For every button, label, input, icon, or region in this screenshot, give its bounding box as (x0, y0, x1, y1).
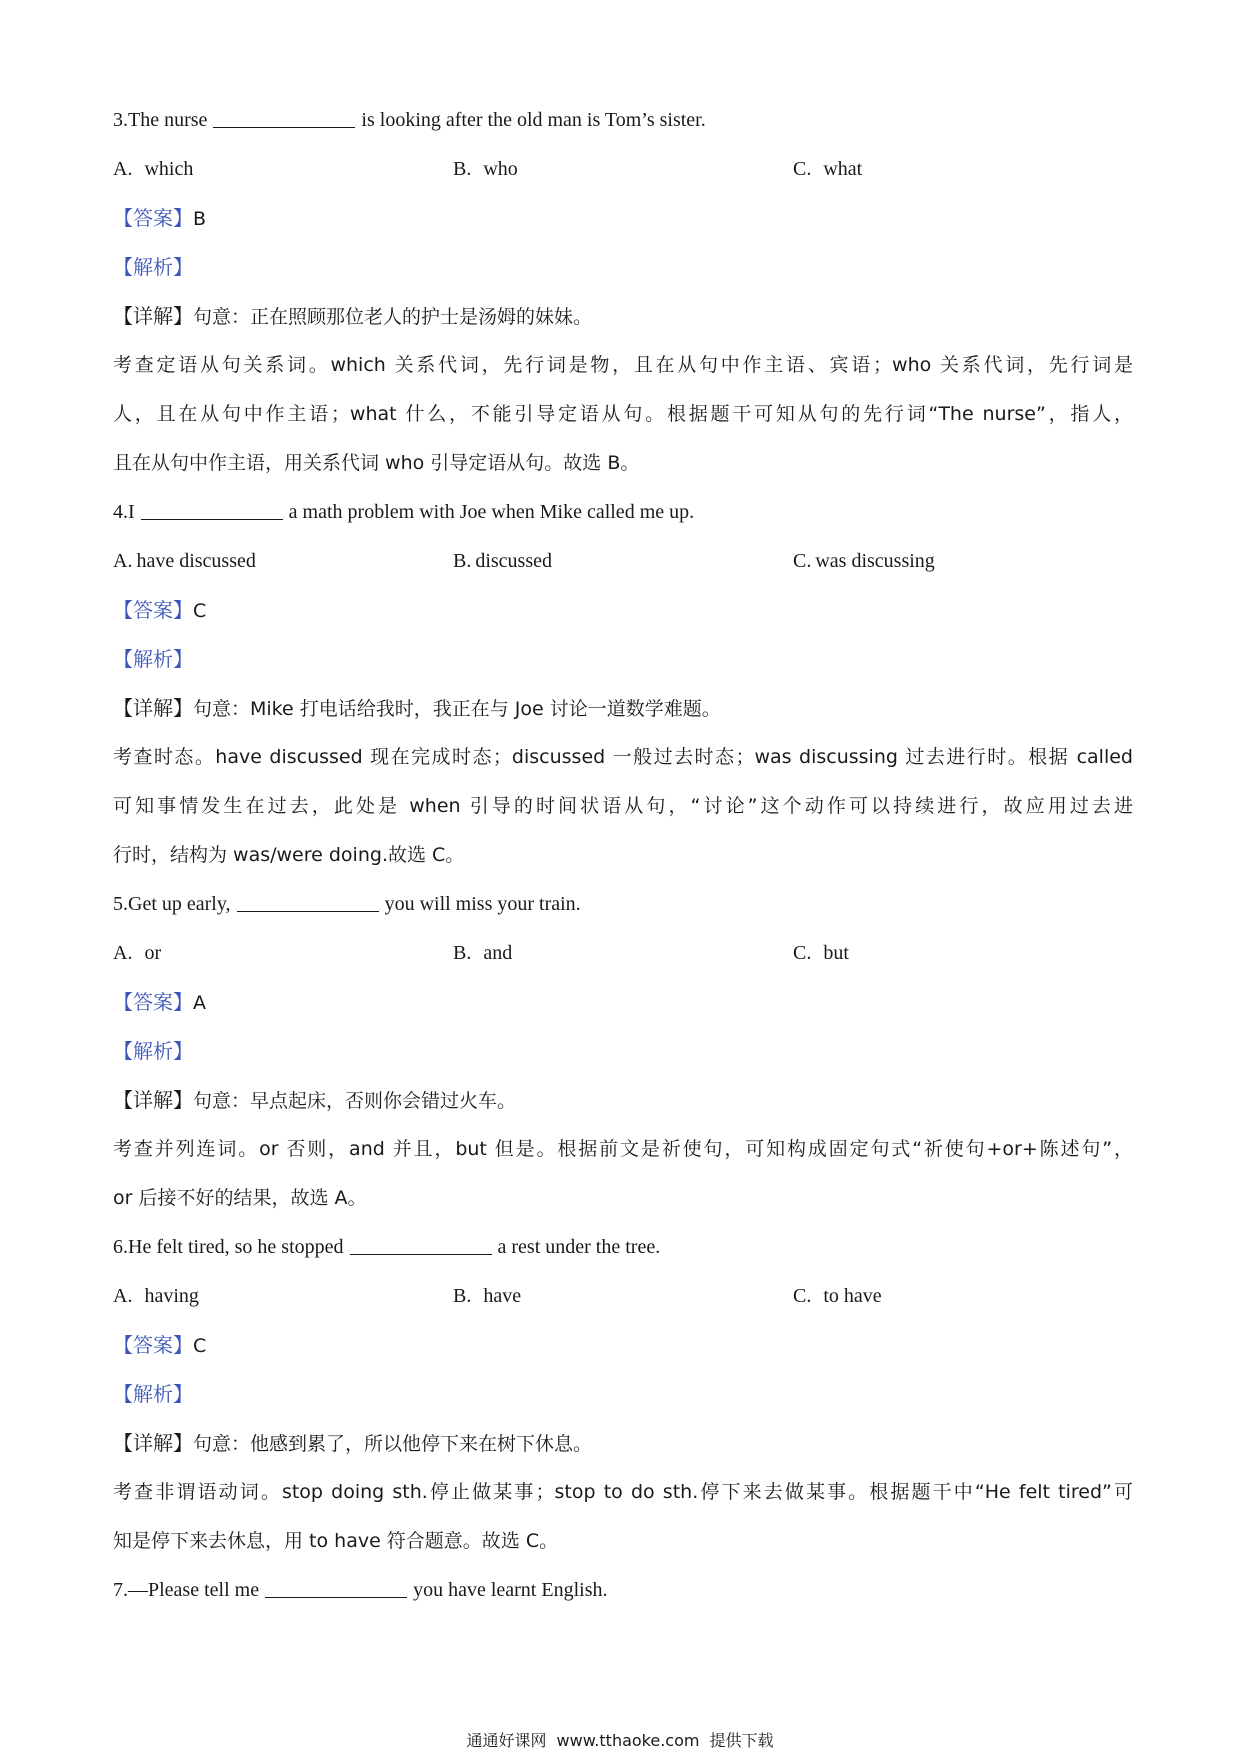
answer-value: B (193, 208, 207, 230)
analysis-tag: 【解析】 (113, 255, 193, 279)
option-b (453, 1272, 793, 1321)
option-a (113, 537, 453, 586)
answer-tag: 【答案】 (113, 598, 193, 622)
answer-line (113, 978, 1133, 1027)
analysis-line (113, 1370, 1133, 1419)
question-stem (113, 1223, 1133, 1272)
analysis-line (113, 1027, 1133, 1076)
option-b (453, 537, 793, 586)
detail-tag: 【详解】 (113, 1431, 193, 1455)
document-page (113, 96, 1133, 1615)
detail-tag: 【详解】 (113, 696, 193, 720)
answer-value: C (193, 600, 207, 622)
question-4 (113, 488, 1133, 880)
explanation-line: 考查并列连词。or 否则，and 并且，but 但是。根据前文是祈使句，可知构成固定句式“祈使句+or+陈述句”， (113, 1138, 1133, 1160)
stem-after: is looking after the old man is Tom’s sister. (361, 109, 706, 131)
answer-line (113, 1321, 1133, 1370)
options-row (113, 1272, 1133, 1321)
stem-before: 7.—Please tell me (113, 1579, 260, 1601)
option-text: who (483, 158, 518, 180)
answer-tag: 【答案】 (113, 990, 193, 1014)
question-3 (113, 96, 1133, 488)
analysis-tag: 【解析】 (113, 1382, 193, 1406)
option-letter: B. (453, 942, 472, 964)
option-a (113, 1272, 453, 1321)
detail-text: 句意：他感到累了，所以他停下来在树下休息。 (193, 1433, 593, 1455)
answer-blank (213, 107, 355, 128)
stem-after: a math problem with Joe when Mike called me up. (288, 501, 695, 523)
explanation-line: 考查定语从句关系词。which 关系代词，先行词是物，且在从句中作主语、宾语；who 关系代词，先行词是 (113, 354, 1133, 376)
option-text: have discussed (136, 550, 256, 572)
option-b (453, 929, 793, 978)
option-letter: A. (113, 942, 133, 964)
answer-blank (265, 1577, 407, 1598)
explanation-line: 行时，结构为 was/were doing.故选 C。 (113, 844, 465, 866)
detail-text: 句意：Mike 打电话给我时，我正在与 Joe 讨论一道数学难题。 (193, 698, 721, 720)
footer-url[interactable]: www.tthaoke.com (556, 1731, 700, 1750)
footer-action: 提供下载 (709, 1731, 774, 1750)
question-stem (113, 96, 1133, 145)
stem-after: you have learnt English. (413, 1579, 608, 1601)
question-stem (113, 1566, 1133, 1615)
answer-value: A (193, 992, 206, 1014)
answer-value: C (193, 1335, 207, 1357)
stem-after: you will miss your train. (384, 893, 581, 915)
answer-blank (237, 891, 379, 912)
option-letter: B. (453, 158, 472, 180)
option-letter: A. (113, 1285, 133, 1307)
question-6 (113, 1223, 1133, 1566)
option-a (113, 145, 453, 194)
option-b (453, 145, 793, 194)
options-row (113, 537, 1133, 586)
stem-before: 4.I (113, 501, 135, 523)
explanation-line: 考查时态。have discussed 现在完成时态；discussed 一般过去时态；was discussing 过去进行时。根据 called (113, 746, 1133, 768)
explanation-line: 且在从句中作主语，用关系代词 who 引导定语从句。故选 B。 (113, 452, 640, 474)
option-letter: C. (793, 158, 812, 180)
question-5 (113, 880, 1133, 1223)
option-text: have (483, 1285, 522, 1307)
option-letter: A. (113, 550, 133, 572)
answer-blank (350, 1234, 492, 1255)
answer-tag: 【答案】 (113, 206, 193, 230)
detail-tag: 【详解】 (113, 1088, 193, 1112)
option-letter: C. (793, 942, 812, 964)
analysis-tag: 【解析】 (113, 1039, 193, 1063)
explanation-line: 可知事情发生在过去，此处是 when 引导的时间状语从句，“讨论”这个动作可以持续进行，故应用过去进 (113, 795, 1133, 817)
option-c (793, 1272, 1133, 1321)
page-footer (0, 1728, 1240, 1751)
detail-line (113, 684, 1133, 733)
answer-blank (141, 499, 283, 520)
stem-after: a rest under the tree. (497, 1236, 661, 1258)
explanation-line: 考查非谓语动词。stop doing sth.停止做某事；stop to do sth.停下来去做某事。根据题干中“He felt tired”可 (113, 1481, 1133, 1503)
footer-site-name: 通通好课网 (466, 1731, 547, 1750)
question-stem (113, 488, 1133, 537)
option-c (793, 145, 1133, 194)
option-text: but (823, 942, 849, 964)
explanation-line: 人，且在从句中作主语；what 什么，不能引导定语从句。根据题干可知从句的先行词“The nurse”，指人， (113, 403, 1133, 425)
answer-tag: 【答案】 (113, 1333, 193, 1357)
option-text: discussed (475, 550, 553, 572)
option-letter: B. (453, 1285, 472, 1307)
option-text: was discussing (815, 550, 935, 572)
option-letter: C. (793, 1285, 812, 1307)
option-text: what (823, 158, 863, 180)
detail-line (113, 1419, 1133, 1468)
option-letter: B. (453, 550, 472, 572)
option-c (793, 537, 1133, 586)
option-a (113, 929, 453, 978)
detail-text: 句意：正在照顾那位老人的护士是汤姆的妹妹。 (193, 306, 593, 328)
option-text: or (144, 942, 162, 964)
analysis-tag: 【解析】 (113, 647, 193, 671)
answer-line (113, 586, 1133, 635)
detail-line (113, 1076, 1133, 1125)
stem-before: 6.He felt tired, so he stopped (113, 1236, 344, 1258)
option-letter: C. (793, 550, 812, 572)
option-letter: A. (113, 158, 133, 180)
options-row (113, 929, 1133, 978)
answer-line (113, 194, 1133, 243)
detail-line (113, 292, 1133, 341)
option-text: having (144, 1285, 199, 1307)
stem-before: 5.Get up early, (113, 893, 231, 915)
analysis-line (113, 243, 1133, 292)
detail-text: 句意：早点起床，否则你会错过火车。 (193, 1090, 517, 1112)
question-7 (113, 1566, 1133, 1615)
option-text: and (483, 942, 513, 964)
stem-before: 3.The nurse (113, 109, 208, 131)
explanation-line: 知是停下来去休息，用 to have 符合题意。故选 C。 (113, 1530, 559, 1552)
option-c (793, 929, 1133, 978)
analysis-line (113, 635, 1133, 684)
explanation-line: or 后接不好的结果，故选 A。 (113, 1187, 367, 1209)
detail-tag: 【详解】 (113, 304, 193, 328)
option-text: to have (823, 1285, 882, 1307)
question-stem (113, 880, 1133, 929)
option-text: which (144, 158, 194, 180)
options-row (113, 145, 1133, 194)
